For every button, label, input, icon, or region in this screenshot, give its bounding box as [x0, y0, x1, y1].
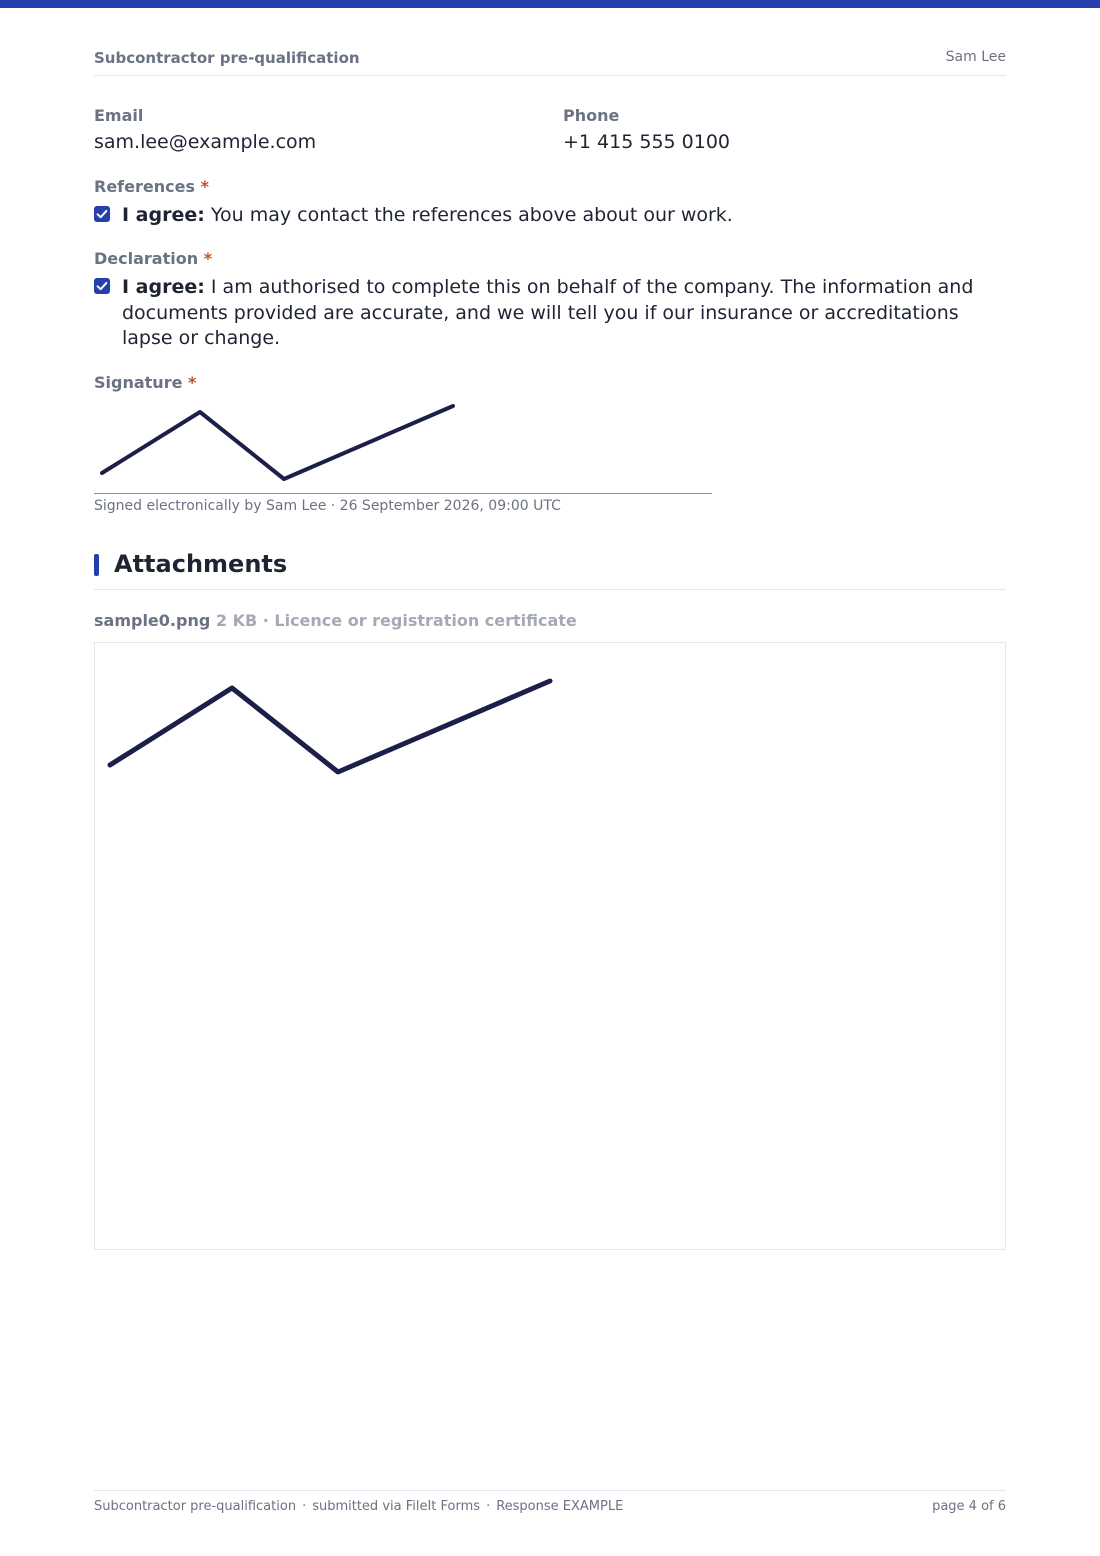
attachment-meta: 2 KB · Licence or registration certificate: [215, 611, 577, 630]
email-value: sam.lee@example.com: [94, 131, 317, 153]
checkmark-icon: [94, 206, 110, 222]
signature-label-text: Signature: [94, 373, 183, 392]
declaration-label-text: Declaration: [94, 249, 199, 268]
references-label-text: References: [94, 177, 195, 196]
agree-prefix: I agree:: [122, 276, 205, 298]
attachment-image: [95, 643, 1005, 1249]
required-mark: *: [200, 177, 209, 196]
declaration-consent: [94, 275, 1006, 353]
form-title: Subcontractor pre-qualification: [94, 49, 360, 67]
signature-box: [94, 395, 712, 494]
section-accent-bar: [94, 554, 99, 576]
attachment-caption: [94, 611, 577, 630]
checkmark-icon: [94, 278, 110, 294]
agree-prefix: I agree:: [122, 204, 205, 226]
references-consent-text: [122, 203, 1006, 229]
attachments-section-header: [94, 550, 1006, 590]
declaration-consent-text: [122, 275, 1006, 352]
references-consent: [94, 203, 1006, 229]
top-accent-bar: [0, 0, 1100, 8]
phone-value: +1 415 555 0100: [563, 131, 731, 153]
declaration-label: [94, 249, 212, 268]
running-header: [94, 47, 1006, 76]
references-label: [94, 177, 209, 196]
footer-info: [94, 1499, 623, 1514]
references-statement: You may contact the references above about our work.: [210, 204, 733, 226]
email-label: Email: [94, 106, 144, 125]
signature-label: [94, 373, 196, 392]
attachments-title: Attachments: [114, 550, 288, 578]
declaration-statement: I am authorised to complete this on behalf of the company. The information and documents provided are accurate, and we will tell you if our insurance or accreditations lapse or change.: [122, 276, 974, 349]
signature-caption: Signed electronically by Sam Lee · 26 September 2026, 09:00 UTC: [94, 498, 561, 514]
attachment-filename[interactable]: sample0.png: [94, 611, 211, 630]
required-mark: *: [188, 373, 197, 392]
references-checkbox[interactable]: [94, 206, 110, 222]
required-mark: *: [203, 249, 213, 268]
signature-drawing: [94, 395, 712, 493]
declaration-checkbox[interactable]: [94, 278, 110, 294]
attachment-preview[interactable]: [94, 642, 1006, 1250]
respondent-name: Sam Lee: [945, 49, 1006, 65]
footer-response: Response EXAMPLE: [496, 1499, 624, 1514]
footer-separator: ·: [302, 1499, 307, 1514]
page-number: page 4 of 6: [932, 1499, 1006, 1514]
phone-label: Phone: [563, 106, 620, 125]
footer-form-title: Subcontractor pre-qualification: [94, 1499, 297, 1514]
page-footer: [94, 1490, 1006, 1520]
footer-submitted-via: submitted via FileIt Forms: [312, 1499, 481, 1514]
footer-separator: ·: [486, 1499, 491, 1514]
